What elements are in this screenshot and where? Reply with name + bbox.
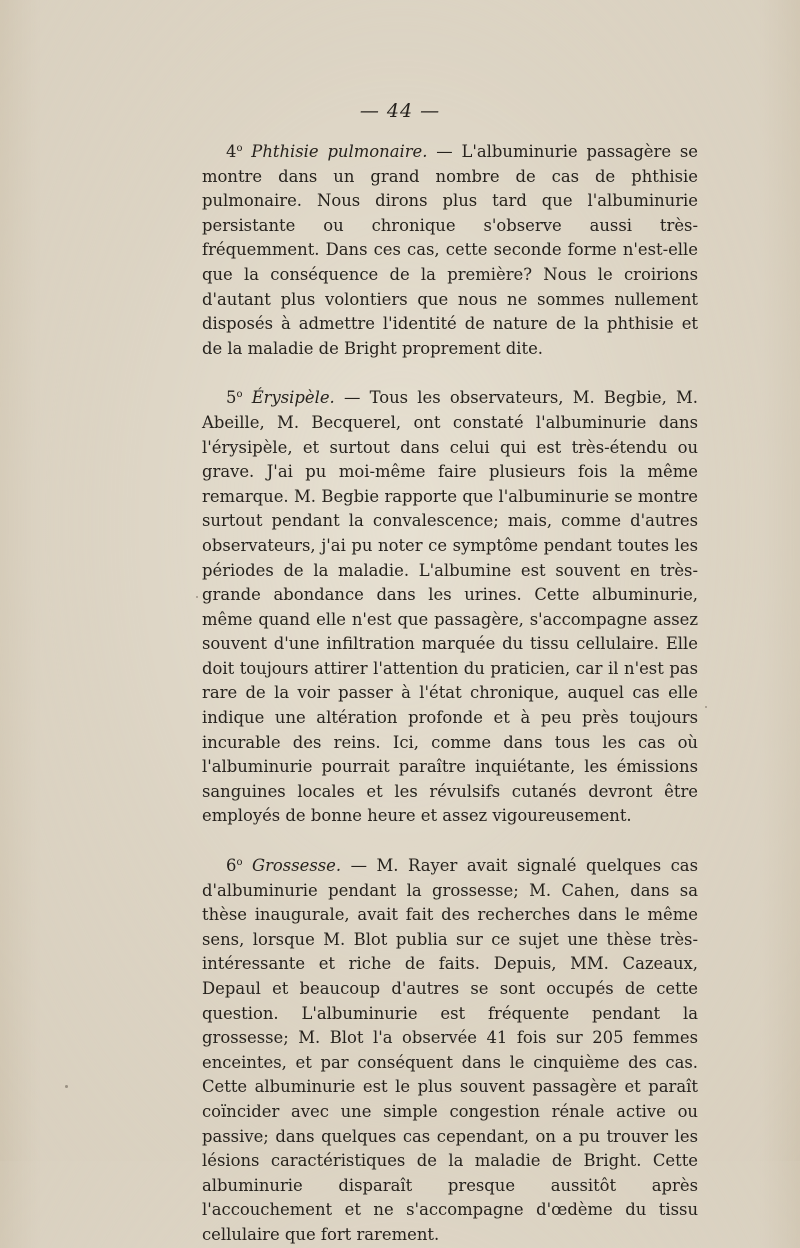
- paper-speck: [705, 706, 707, 708]
- paragraph-text: — L'albuminurie passagère se montre dans un grand nombre de cas de phthisie pulmonaire. Nous dirons plus tard que l'albuminurie persistante ou chronique s'observe aussi très-fréquemment. Dans ces cas, cette seconde forme n'est-elle que la conséquence de la première? Nous le croirions d'autant plus volontiers que nous ne sommes nullement disposés à admettre l'identité de nature de la phthisie et de la maladie de Bright proprement dite.: [202, 142, 698, 358]
- body-text: [202, 140, 698, 1248]
- section-heading: Grossesse.: [252, 856, 342, 876]
- paper-speck: [65, 1085, 68, 1088]
- paragraph-erysipele: [202, 386, 698, 829]
- section-number: 4$^o$: [226, 142, 243, 161]
- paragraph-phthisie: [202, 140, 698, 361]
- paragraph-grossesse: [202, 854, 698, 1248]
- section-heading: Érysipèle.: [251, 388, 335, 408]
- paragraph-text: — M. Rayer avait signalé quelques cas d'albuminurie pendant la grossesse; M. Cahen, dans sa thèse inaugurale, avait fait des recherches dans le même sens, lorsque M. Blot publia sur ce sujet une thèse très-intéressante et riche de faits. Depuis, MM. Cazeaux, Depaul et beaucoup d'autres se sont occupés de cette question. L'albuminurie est fréquente pendant la grossesse; M. Blot l'a observée 41 fois sur 205 femmes enceintes, et par conséquent dans le cinquième des cas. Cette albuminurie est le plus souvent passagère et paraît coïncider avec une simple congestion rénale active ou passive; dans quelques cas cependant, on a pu trouver les lésions caractéristiques de la maladie de Bright. Cette albuminurie disparaît presque aussitôt après l'accouchement et ne s'accompagne d'œdème du tissu cellulaire que fort rarement.: [202, 856, 698, 1244]
- section-heading: Phthisie pulmonaire.: [251, 142, 428, 161]
- paper-speck: [196, 596, 198, 598]
- page-number: — 44 —: [359, 100, 441, 122]
- paragraph-text: — Tous les observateurs, M. Begbie, M. Abeille, M. Becquerel, ont constaté l'albuminurie dans l'érysipèle, et surtout dans celui qui est très-étendu ou grave. J'ai pu moi-même faire plusieurs fois la même remarque. M. Begbie rapporte que l'albuminurie se montre surtout pendant la convalescence; mais, comme d'autres observateurs, j'ai pu noter ce symptôme pendant toutes les périodes de la maladie. L'albumine est souvent en très-grande abondance dans les urines. Cette albuminurie, même quand elle n'est que passagère, s'accompagne assez souvent d'une infiltration marquée du tissu cellulaire. Elle doit toujours attirer l'attention du praticien, car il n'est pas rare de la voir passer à l'état chronique, auquel cas elle indique une altération profonde et à peu près toujours incurable des reins. Ici, comme dans tous les cas où l'albuminurie pourrait paraître inquiétante, les émissions sanguines locales et les révulsifs cutanés devront être employés de bonne heure et assez vigoureusement.: [202, 388, 698, 826]
- section-number: 5$^o$: [226, 388, 243, 408]
- section-number: 6$^o$: [226, 856, 243, 876]
